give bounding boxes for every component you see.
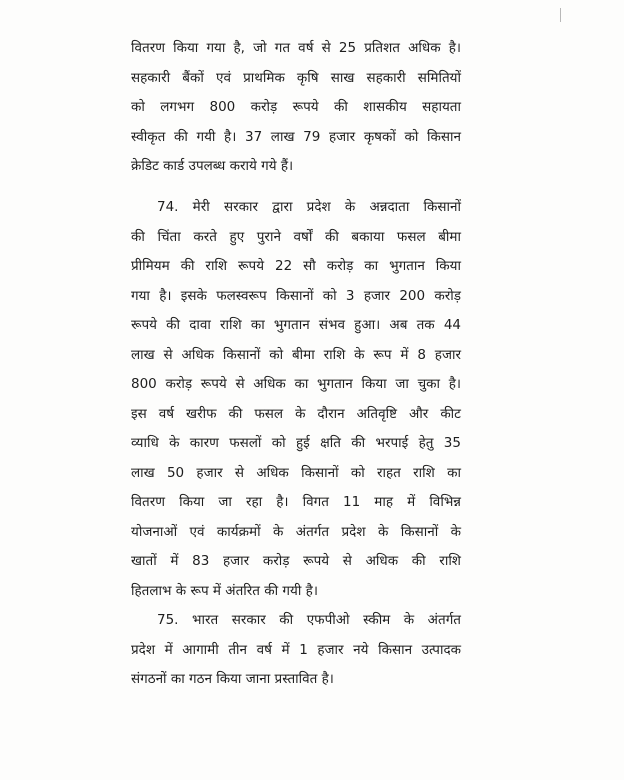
- text-line: प्रदेश में आगामी तीन वर्ष में 1 हजार नये किसान उत्पादक: [131, 641, 461, 658]
- text-line: को लगभग 800 करोड़ रूपये की शासकीय सहायता: [131, 99, 461, 115]
- text-line: की चिंता करते हुए पुराने वर्षों की बकाया फसल बीमा: [131, 228, 461, 245]
- text-line: स्वीकृत की गयी है। 37 लाख 79 हजार कृषकों को किसान: [131, 128, 461, 145]
- text-line: प्रीमियम की राशि रूपये 22 सौ करोड़ का भुगतान किया: [131, 258, 461, 274]
- text-line: संगठनों का गठन किया जाना प्रस्तावित है।: [131, 671, 334, 687]
- text-line: व्याधि के कारण फसलों को हुई क्षति की भरपाई हेतु 35: [131, 435, 461, 451]
- text-line: योजनाओं एवं कार्यक्रमों के अंतर्गत प्रदेश के किसानों के: [131, 523, 461, 540]
- text-line: गया है। इसके फलस्वरूप किसानों को 3 हजार 200 करोड़: [131, 287, 461, 304]
- text-line: वितरण किया जा रहा है। विगत 11 माह में विभिन्न: [131, 494, 461, 510]
- text-line: इस वर्ष खरीफ की फसल के दौरान अतिवृष्टि और कीट: [131, 405, 461, 422]
- text-line: क्रेडिट कार्ड उपलब्ध कराये गये हैं।: [131, 158, 294, 174]
- text-line: लाख से अधिक किसानों को बीमा राशि के रूप में 8 हजार: [131, 346, 461, 363]
- text-line: 75. भारत सरकार की एफपीओ स्कीम के अंतर्गत: [157, 612, 461, 628]
- paragraph-75: [131, 606, 461, 695]
- scan-edge-mark: [560, 8, 561, 22]
- text-line: वितरण किया गया है, जो गत वर्ष से 25 प्रतिशत अधिक है।: [131, 40, 461, 56]
- text-line: हितलाभ के रूप में अंतरित की गयी है।: [131, 582, 318, 599]
- text-line: सहकारी बैंकों एवं प्राथमिक कृषि साख सहकारी समितियों: [131, 69, 461, 86]
- paragraph-intro: [131, 34, 461, 182]
- text-line: 74. मेरी सरकार द्वारा प्रदेश के अन्नदाता किसानों: [157, 199, 461, 215]
- text-line: खातों में 83 हजार करोड़ रूपये से अधिक की राशि: [131, 553, 461, 569]
- text-line: 800 करोड़ रूपये से अधिक का भुगतान किया जा चुका है।: [131, 376, 461, 392]
- text-line: रूपये की दावा राशि का भुगतान संभव हुआ। अब तक 44: [131, 317, 461, 333]
- paragraph-74: [131, 193, 461, 606]
- text-line: लाख 50 हजार से अधिक किसानों को राहत राशि का: [131, 464, 461, 481]
